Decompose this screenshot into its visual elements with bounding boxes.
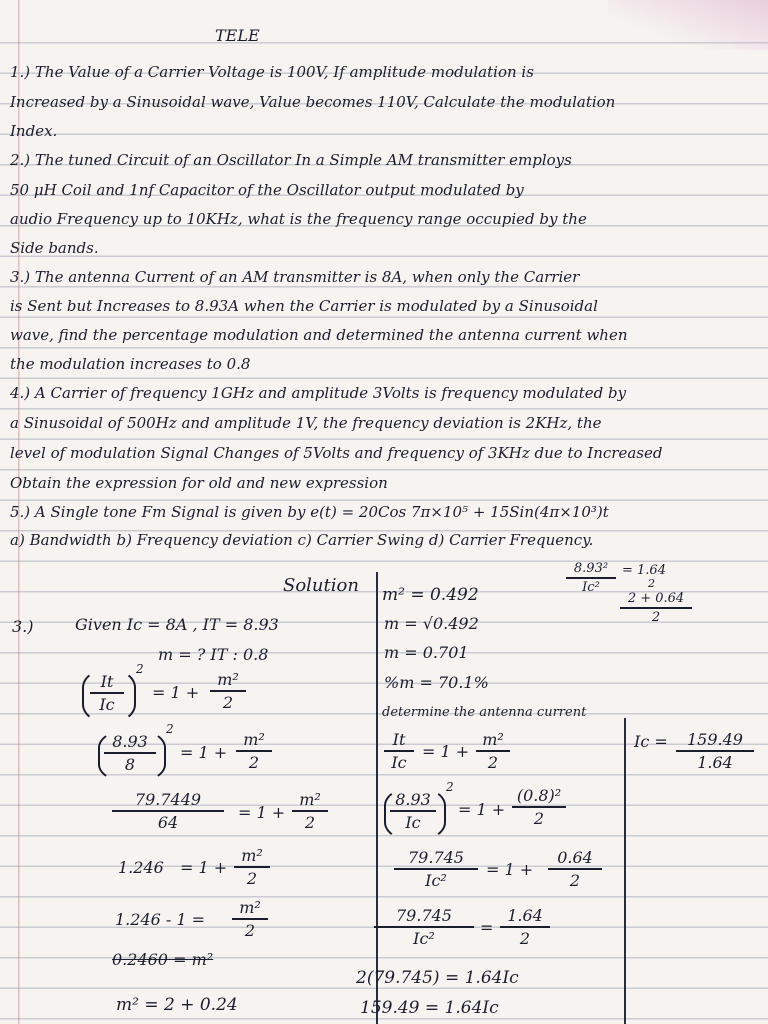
numerator: m² [241,846,263,865]
denominator: 2 [533,808,545,828]
fraction [390,790,436,832]
numerator: 79.745 [408,848,464,867]
question-line: Side bands. [10,239,99,257]
unknown-values: m = ? IT : 0.8 [158,645,269,664]
numerator: 8.93 [395,790,431,809]
fraction [620,591,692,625]
denominator: 1.64 [697,752,733,772]
equation-rhs: = 1 + [422,742,470,761]
equation-lhs: 1.246 - 1 = [115,910,206,929]
question-line: 4.) A Carrier of frequency 1GHz and amplitude 3Volts is frequency modulated by [10,384,627,402]
equation-line: 159.49 = 1.64Ic [360,998,499,1018]
fraction-bar [112,810,224,812]
fraction [232,898,268,940]
equals-sign: = [480,918,494,937]
equation-rhs: = 1.64 [622,563,666,578]
fraction-bar [676,750,754,752]
fraction-bar [394,868,478,870]
question-line: Index. [10,122,58,140]
fraction [374,906,474,948]
fraction-bar [104,752,156,754]
fraction-bar [566,577,616,579]
fraction-bar [236,750,272,752]
question-line: wave, find the percentage modulation and determined the antenna current when [10,326,628,344]
numerator: m² [299,790,321,809]
denominator: Ic² [425,870,447,890]
equation-line: m = √0.492 [384,614,479,633]
given-values: Given Ic = 8A , IT = 8.93 [75,615,279,634]
question-line: 50 μH Coil and 1nf Capacitor of the Oscillator output modulated by [10,181,524,199]
question-line: 1.) The Value of a Carrier Voltage is 100V, If amplitude modulation is [10,63,534,81]
denominator: 2 [569,870,581,890]
denominator: 2 [487,752,499,772]
numerator: m² [217,670,239,689]
denominator: Ic² [582,579,600,595]
equation-rhs: = 1 + [238,803,286,822]
fraction [236,730,272,772]
numerator: 159.49 [687,730,743,749]
fraction [210,670,246,712]
equation-rhs: = 1 + [152,683,200,702]
fraction [676,730,754,772]
denominator: 2 [244,920,256,940]
question-line: Obtain the expression for old and new expression [10,474,388,492]
exponent: 2 [446,780,454,794]
fraction [112,790,224,832]
fraction-bar [292,810,328,812]
denominator: 2 [651,609,661,625]
fraction [476,730,510,772]
column-divider [376,572,378,1024]
exponent: 2 [166,722,174,736]
denominator: Ic [99,694,115,714]
question-line: Increased by a Sinusoidal wave, Value becomes 110V, Calculate the modulation [10,93,616,111]
fraction [292,790,328,832]
numerator: 1.64 [507,906,543,925]
numerator: m² [239,898,261,917]
denominator: 8 [124,754,136,774]
fraction [394,848,478,890]
equation-rhs: = 1 + [458,800,506,819]
equation-lhs: 1.246 [118,858,164,877]
numerator: m² [482,730,504,749]
question-line: 3.) The antenna Current of an AM transmitter is 8A, when only the Carrier [10,268,580,286]
denominator: Ic² [413,928,435,948]
numerator: 8.93 [112,732,148,751]
denominator: 2 [246,868,258,888]
fraction-bar [374,926,474,928]
denominator: Ic [391,752,407,772]
equation-line: 2(79.745) = 1.64Ic [356,968,519,988]
fraction [500,906,550,948]
equation-rhs: = 1 + [180,743,228,762]
numerator: It [392,730,406,749]
question-number: 3.) [12,617,34,636]
denominator-two: 2 [648,577,655,590]
question-line: a) Bandwidth b) Frequency deviation c) Carrier Swing d) Carrier Frequency. [10,531,594,549]
denominator: 2 [519,928,531,948]
numerator: 8.93² [573,561,609,576]
question-line: a Sinusoidal of 500Hz and amplitude 1V, the frequency deviation is 2KHz, the [10,414,602,432]
question-line: 5.) A Single tone Fm Signal is given by e(t) = 20Cos 7π×10⁵ + 15Sin(4π×10³)t [10,503,609,521]
fraction-bar [232,918,268,920]
fraction [234,846,270,888]
step-label: determine the antenna current [382,705,587,720]
question-line: is Sent but Increases to 8.93A when the Carrier is modulated by a Sinusoidal [10,297,598,315]
numerator: (0.8)² [516,786,562,805]
exponent: 2 [136,662,144,676]
fraction [104,732,156,774]
numerator: 79.745 [396,906,452,925]
fraction-bar [620,607,692,609]
equation-line: m² = 0.492 [382,585,479,605]
fraction [384,730,414,772]
page-title: TELE [215,26,260,45]
fraction [548,848,602,890]
fraction-bar [390,810,436,812]
question-line: audio Frequency up to 10KHz, what is the frequency range occupied by the [10,210,587,228]
numerator: 0.64 [557,848,593,867]
denominator: 2 [304,812,316,832]
denominator: 2 [248,752,260,772]
numerator: It [100,672,114,691]
fraction-bar [548,868,602,870]
equation-line: %m = 70.1% [384,673,489,692]
equation-rhs: = 1 + [180,858,228,877]
denominator: Ic [405,812,421,832]
question-line: 2.) The tuned Circuit of an Oscillator In a Simple AM transmitter employs [10,151,572,169]
numerator: m² [243,730,265,749]
fraction-bar [512,806,566,808]
denominator: 64 [157,812,179,832]
numerator: 2 + 0.64 [627,591,685,606]
fraction-bar [384,750,414,752]
fraction-bar [500,926,550,928]
numerator: 79.7449 [134,790,202,809]
fraction-bar [234,866,270,868]
fraction-bar [90,692,124,694]
equation-rhs: = 1 + [486,860,534,879]
solution-heading: Solution [283,575,359,596]
fraction-bar [210,690,246,692]
fraction [566,561,616,595]
equation-result: m² = 2 + 0.24 [116,995,238,1015]
fraction-bar [476,750,510,752]
question-line: the modulation increases to 0.8 [10,355,251,373]
fraction [90,672,124,714]
question-line: level of modulation Signal Changes of 5Volts and frequency of 3KHz due to Increased [10,444,663,462]
column-divider [624,718,626,1024]
denominator: 2 [222,692,234,712]
struck-working: 0.2460 = m² [112,950,214,969]
equation-line: m = 0.701 [384,643,469,662]
page-tint [608,0,768,50]
equation-lhs: Ic = [634,732,668,751]
fraction [512,786,566,828]
